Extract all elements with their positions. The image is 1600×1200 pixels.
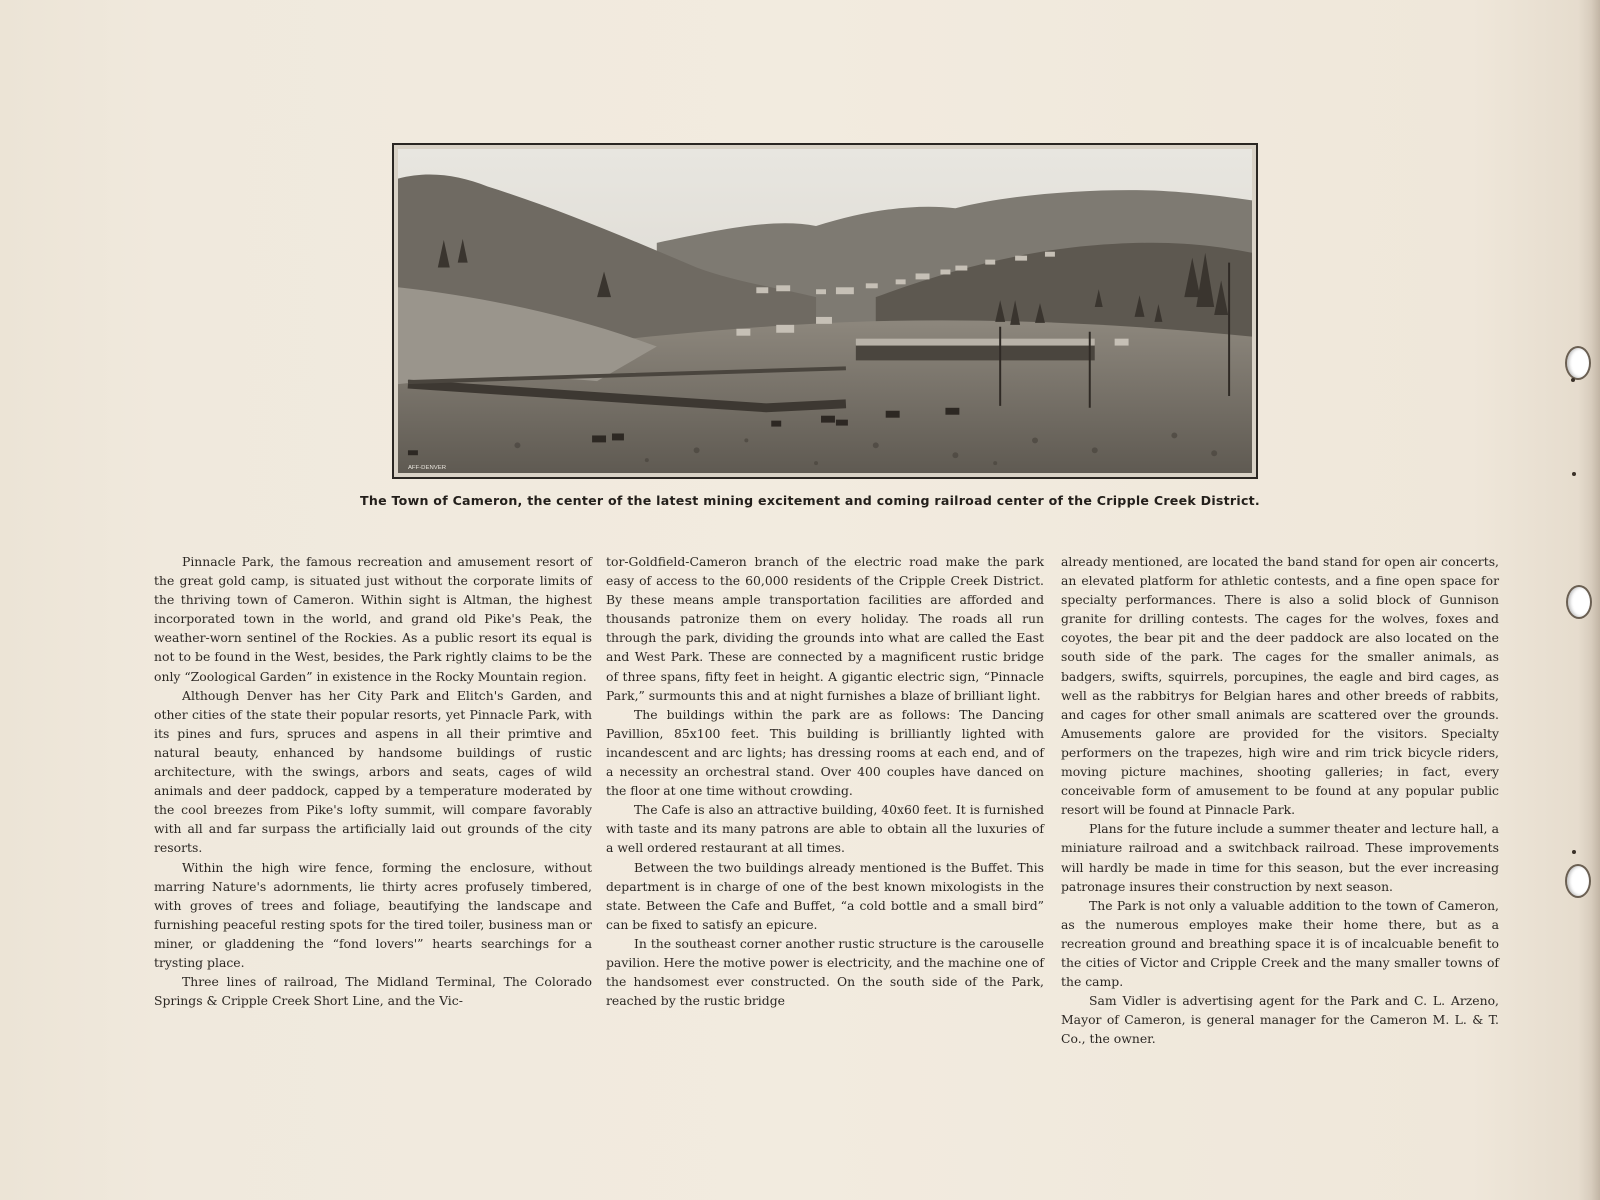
binder-hole-bottom bbox=[1565, 864, 1591, 898]
text-column-1 bbox=[154, 552, 592, 1010]
paragraph: Although Denver has her City Park and Elitch's Garden, and other cities of the state their popular resorts, yet Pinnacle Park, with its pines and furs, spruces and aspens in all their primtive and natural beauty, enhanced by handsome buildings of rustic architecture, with the swings, arbors and seats, cages of wild animals and deer paddock, capped by a temperature moderated by the cool breezes from Pike's lofty summit, will compare favorably with all and far surpass the artificially laid out grounds of the city resorts. bbox=[154, 687, 592, 856]
text-column-3 bbox=[1061, 552, 1499, 1048]
landscape-photo-illustration bbox=[398, 149, 1252, 473]
paragraph: Pinnacle Park, the famous recreation and amusement resort of the great gold camp, is situated just without the corporate limits of the thriving town of Cameron. Within sight is Altman, the highest incorporated town in the world, and grand old Pike's Peak, the weather-worn sentinel of the Rockies. As a public resort its equal is not to be found in the West, besides, the Park rightly claims to be the only “Zoological Garden” in existence in the Rocky Mountain region. bbox=[154, 554, 592, 684]
paper-speck bbox=[1572, 850, 1576, 854]
town-of-cameron-photo bbox=[392, 143, 1258, 479]
paragraph: The Cafe is also an attractive building, 40x60 feet. It is furnished with taste and its many patrons are able to obtain all the luxuries of a well ordered restaurant at all times. bbox=[606, 802, 1044, 856]
paragraph: The buildings within the park are as follows: The Dancing Pavillion, 85x100 feet. This building is brilliantly lighted with incandescent and arc lights; has dressing rooms at each end, and of a necessity an orchestral stand. Over 400 couples have danced on the floor at one time without crowding. bbox=[606, 706, 1044, 799]
paragraph: tor-Goldfield-Cameron branch of the electric road make the park easy of access to the 60,000 residents of the Cripple Creek District. By these means ample transportation facilities are afforded and thousands patronize them on every holiday. The roads all run through the park, dividing the grounds into what are called the East and West Park. These are connected by a magnificent rustic bridge of three spans, fifty feet in height. A gigantic electric sign, “Pinnacle Park,” surmounts this and at night furnishes a blaze of brilliant light. bbox=[606, 554, 1044, 703]
binder-hole-middle bbox=[1566, 585, 1592, 619]
binder-hole-top bbox=[1565, 346, 1591, 380]
paragraph: Between the two buildings already mentioned is the Buffet. This department is in charge of one of the best known mixologists in the state. Between the Cafe and Buffet, “a cold bottle and a small bird” can be fixed to satisfy an epicure. bbox=[606, 859, 1044, 932]
paragraph: In the southeast corner another rustic structure is the carouselle pavilion. Here the motive power is electricity, and the machine one of the handsomest ever constructed. On the south side of the Park, reached by the rustic bridge bbox=[606, 935, 1045, 1009]
photo-credit: AFF-DENVER bbox=[407, 465, 447, 472]
paragraph: Sam Vidler is advertising agent for the Park and C. L. Arzeno, Mayor of Cameron, is general manager for the Cameron M. L. & T. Co., the owner. bbox=[1061, 993, 1499, 1047]
paragraph: Three lines of railroad, The Midland Terminal, The Colorado Springs & Cripple Creek Short Line, and the Vic- bbox=[154, 974, 592, 1009]
paragraph: Plans for the future include a summer theater and lecture hall, a miniature railroad and a switchback railroad. These improvements will hardly be made in time for this season, but the ever increasing patronage insures their construction by next season. bbox=[1061, 821, 1499, 894]
paragraph: The Park is not only a valuable addition to the town of Cameron, as the numerous employes make their home there, but as a recreation ground and breathing space it is of incalcuable benefit to the cities of Victor and Cripple Creek and the many smaller towns of the camp. bbox=[1061, 897, 1499, 990]
paper-speck bbox=[1572, 472, 1576, 476]
photo-caption: The Town of Cameron, the center of the latest mining excitement and coming railroad center of the Cripple Creek District. bbox=[360, 493, 1260, 508]
paragraph: Within the high wire fence, forming the enclosure, without marring Nature's adornments, lie thirty acres profusely timbered, with groves of trees and foliage, beautifying the landscape and furnishing peaceful resting spots for the tired toiler, business man or miner, or gladdening the “fond lovers'” hearts searchings for a trysting place. bbox=[154, 859, 592, 970]
paragraph: already mentioned, are located the band stand for open air concerts, an elevated platform for athletic contests, and a fine open space for specialty performances. There is also a solid block of Gunnison granite for drilling contests. The cages for the wolves, foxes and coyotes, the bear pit and the deer paddock are also located on the south side of the park. The cages for the smaller animals, as badgers, swifts, squirrels, porcupines, the eagle and bird cages, as well as the rabbitrys for Belgian hares and other breeds of rabbits, and cages for other small animals are scattered over the grounds. Amusements galore are provided for the visitors. Specialty performers on the trapezes, high wire and rim trick bicycle riders, moving picture machines, shooting galleries; in fact, every conceivable form of amusement to be found at any popular public resort will be found at Pinnacle Park. bbox=[1061, 554, 1499, 818]
text-column-2 bbox=[606, 552, 1044, 1010]
paper-speck bbox=[1571, 378, 1575, 382]
